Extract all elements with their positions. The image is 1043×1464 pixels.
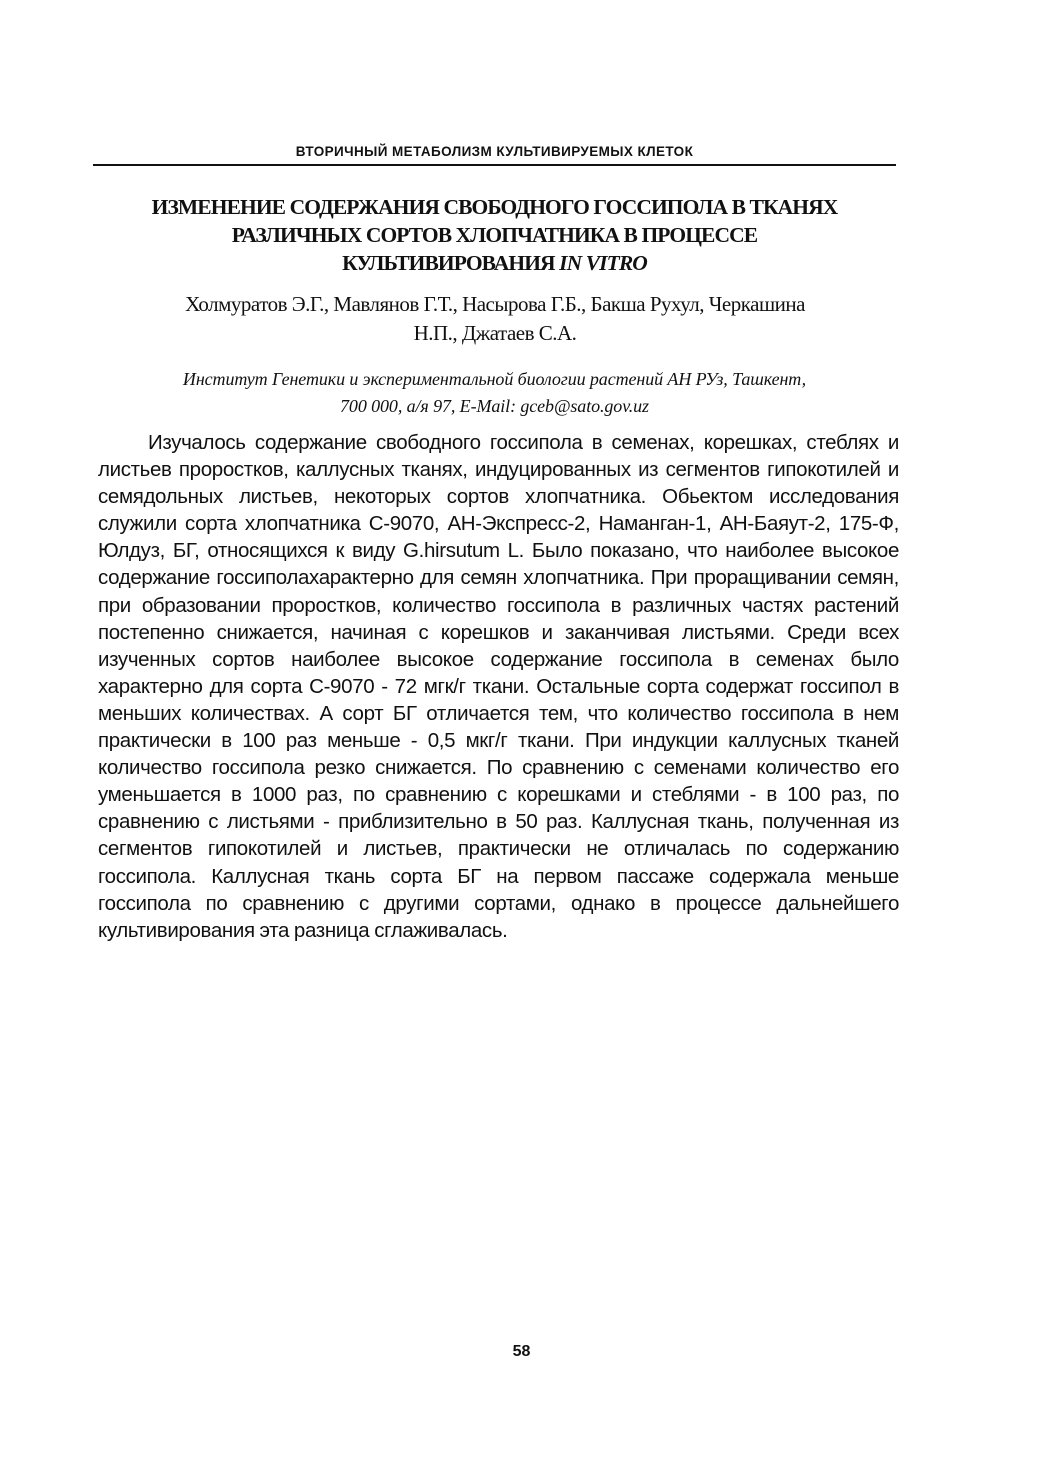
affiliation-line-2: 700 000, а/я 97, E-Mail: gceb@sato.gov.uz xyxy=(340,396,649,416)
article-title xyxy=(96,193,893,277)
title-line-1: ИЗМЕНЕНИЕ СОДЕРЖАНИЯ СВОБОДНОГО ГОССИПОЛА В ТКАНЯХ xyxy=(151,195,838,219)
header-rule xyxy=(93,164,896,166)
abstract-text: Изучалось содержание свободного госсипола в семенах, корешках, стеблях и листьев проростков, каллусных тканях, индуцированных из сегментов гипокотилей и семядольных листьев, некоторых сортов хлопчатника. Обьектом исследования служили сорта хлопчатника С-9070, АН-Экспресс-2, Наманган-1, АН-Баяут-2, 175-Ф, Юлдуз, БГ, относящихся к виду G.hirsutum L. Было показано, что наиболее высокое содержание госсиполахарактерно для семян хлопчатника. При проращивании семян, при образовании проростков, количество госсипола в различных частях растений постепенно снижается, начиная с корешков и заканчивая листьями. Среди всех изученных сортов наиболее высокое содержание госсипола в семенах было характерно для сорта С-9070 - 72 мгк/г ткани. Остальные сорта содержат госсипол в меньших количествах. А сорт БГ отличается тем, что количество госсипола в нем практически в 100 раз меньше - 0,5 мкг/г ткани. При индукции каллусных тканей количество госсипола резко снижается. По сравнению с семенами количество его уменьшается в 1000 раз, по сравнению с корешками и стеблями - в 100 раз, по сравнению с листьями - приблизительно в 50 раз. Каллусная ткань, полученная из сегментов гипокотилей и листьев, практически не отличалась по содержанию госсипола. Каллусная ткань сорта БГ на первом пассаже содержала меньше госсипола по сравнению с другими сортами, однако в процессе дальнейшего культивирования эта разница сглаживалась. xyxy=(98,431,899,942)
title-in-vitro: IN VITRO xyxy=(559,251,647,275)
title-line-2: РАЗЛИЧНЫХ СОРТОВ ХЛОПЧАТНИКА В ПРОЦЕССЕ xyxy=(231,223,758,247)
running-header: ВТОРИЧНЫЙ МЕТАБОЛИЗМ КУЛЬТИВИРУЕМЫХ КЛЕТОК xyxy=(295,144,694,159)
authors-line-2: Н.П., Джатаев С.А. xyxy=(413,321,577,345)
authors-line-1: Холмуратов Э.Г., Мавлянов Г.Т., Насырова Г.Б., Бакша Рухул, Черкашина xyxy=(185,292,805,316)
authors xyxy=(100,290,890,348)
page-number: 58 xyxy=(512,1343,531,1360)
affiliation xyxy=(96,366,893,420)
title-line-3: КУЛЬТИВИРОВАНИЯ xyxy=(342,251,560,275)
affiliation-line-1: Институт Генетики и экспериментальной биологии растений АН РУз, Ташкент, xyxy=(182,369,807,389)
